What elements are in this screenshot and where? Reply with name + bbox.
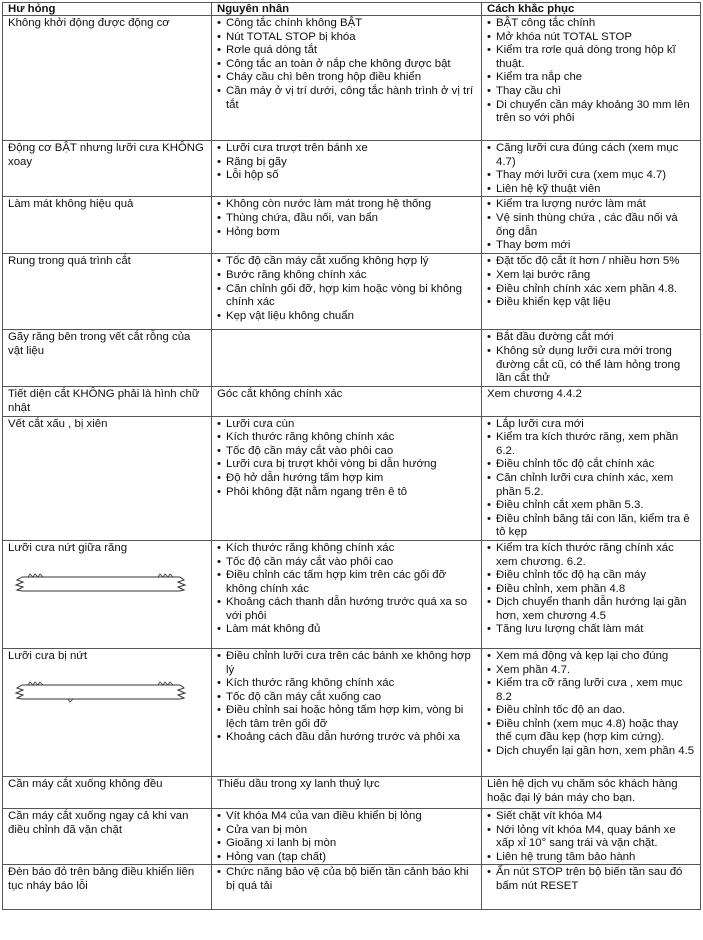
remedy-item: • Kiểm tra kích thước răng, xem phần 6.2.: [487, 431, 695, 458]
remedy-item: • Mở khóa nút TOTAL STOP: [487, 31, 695, 45]
cause-list: [217, 418, 476, 500]
remedy-item: • Nới lỏng vít khóa M4, quay bánh xe xấp xỉ 10° sang trái và vặn chặt.: [487, 824, 695, 851]
fault-text: Làm mát không hiệu quả: [8, 198, 134, 211]
cause-item: • Gioăng xi lanh bị mòn: [217, 837, 476, 851]
header-remedy: Cách khắc phục: [482, 3, 701, 16]
cause-item: • Cần máy ở vị trí dưới, công tắc hành trình ở vị trí tắt: [217, 85, 476, 112]
cause-cell: [212, 540, 482, 648]
fault-cell: [3, 776, 212, 808]
cause-list: [217, 810, 476, 864]
remedy-list: [487, 142, 695, 196]
cause-cell: [212, 330, 482, 387]
cause-item: • Hỏng bơm: [217, 226, 476, 240]
table-row: [3, 808, 701, 864]
remedy-item: • Căng lưỡi cưa đúng cách (xem mục 4.7): [487, 142, 695, 169]
fault-cell: [3, 16, 212, 141]
cause-item: • Điều chỉnh lưỡi cưa trên các bánh xe không hợp lý: [217, 650, 476, 677]
header-cause: Nguyên nhân: [212, 3, 482, 16]
remedy-item: • Liên hệ kỹ thuật viên: [487, 183, 695, 197]
troubleshooting-table: [2, 2, 701, 910]
cause-cell: [212, 648, 482, 776]
remedy-cell: [482, 540, 701, 648]
remedy-item: • Điều khiển kẹp vật liệu: [487, 296, 695, 310]
remedy-cell: [482, 865, 701, 910]
cause-item: • Lưỡi cưa trượt trên bánh xe: [217, 142, 476, 156]
cause-item: • Thùng chứa, đầu nối, van bẩn: [217, 212, 476, 226]
remedy-item: • Thay bơm mới: [487, 239, 695, 253]
fault-cell: [3, 416, 212, 540]
cause-cell: [212, 416, 482, 540]
remedy-item: • Thay mới lưỡi cưa (xem mục 4.7): [487, 169, 695, 183]
fault-text: Lưỡi cưa nứt giữa răng: [8, 541, 128, 554]
fault-cell: [3, 648, 212, 776]
remedy-item: • BẬT công tắc chính: [487, 17, 695, 31]
cause-item: • Công tắc chính không BẬT: [217, 17, 476, 31]
cause-item: • Độ hở dẫn hướng tấm hợp kim: [217, 472, 476, 486]
cause-cell: [212, 865, 482, 910]
remedy-item: • Ấn nút STOP trên bộ biến tần sau đó bấm nút RESET: [487, 866, 695, 893]
table-row: [3, 330, 701, 387]
remedy-item: • Dịch chuyển thanh dẫn hướng lại gần hơn, xem chương 4.5: [487, 596, 695, 623]
remedy-list: [487, 198, 695, 252]
fault-cell: [3, 141, 212, 197]
cracked-blade-icon: [8, 679, 206, 705]
remedy-cell: [482, 330, 701, 387]
remedy-cell: [482, 776, 701, 808]
remedy-item: • Vệ sinh thùng chứa , các đầu nối và ống dẫn: [487, 212, 695, 239]
remedy-item: • Điều chỉnh (xem mục 4.8) hoặc thay thế cụm đầu kẹp (hợp kim cứng).: [487, 718, 695, 745]
cause-item: • Kẹp vật liệu không chuẩn: [217, 310, 476, 324]
remedy-item: • Siết chặt vít khóa M4: [487, 810, 695, 824]
fault-text: Rung trong quá trình cắt: [8, 255, 131, 268]
cause-list: [217, 542, 476, 637]
fault-text: Đèn báo đỏ trên bảng điều khiển liên tục nháy báo lỗi: [8, 866, 195, 892]
fault-cell: [3, 808, 212, 864]
remedy-item: • Kiểm tra cỡ răng lưỡi cưa , xem mục 8.2: [487, 677, 695, 704]
cause-item: • Khoảng cách đầu dẫn hướng trước và phôi xa: [217, 731, 476, 745]
table-row: [3, 776, 701, 808]
cause-item: • Công tắc an toàn ở nắp che không được bật: [217, 58, 476, 72]
cause-item: • Vít khóa M4 của van điều khiển bị lỏng: [217, 810, 476, 824]
remedy-item: • Điều chỉnh chính xác xem phần 4.8.: [487, 283, 695, 297]
cause-item: • Lưỡi cưa bị trượt khỏi vòng bi dẫn hướng: [217, 458, 476, 472]
header-fault: Hư hỏng: [3, 3, 212, 16]
fault-cell: [3, 330, 212, 387]
remedy-item: • Đặt tốc độ cắt ít hơn / nhiều hơn 5%: [487, 255, 695, 269]
table-row: [3, 387, 701, 416]
cause-list: [217, 142, 476, 183]
cause-text: Thiếu dầu trong xy lanh thuỷ lực: [217, 777, 380, 790]
remedy-list: [487, 810, 695, 864]
remedy-item: • Kiểm tra nắp che: [487, 71, 695, 85]
cause-item: • Cháy cầu chì bên trong hộp điều khiển: [217, 71, 476, 85]
remedy-cell: [482, 808, 701, 864]
fault-text: Cần máy cắt xuống ngay cả khi van điều chỉnh đã vặn chặt: [8, 809, 189, 836]
remedy-item: • Không sử dụng lưỡi cưa mới trong đường cắt cũ, có thể làm hỏng trong lần cắt thử: [487, 345, 695, 386]
cause-item: • Kích thước răng không chính xác: [217, 542, 476, 556]
remedy-cell: [482, 16, 701, 141]
remedy-list: [487, 418, 695, 540]
cause-list: [217, 198, 476, 239]
table-row: [3, 540, 701, 648]
header-row: [3, 3, 701, 16]
cause-cell: [212, 776, 482, 808]
remedy-item: • Xem má động và kẹp lại cho đúng: [487, 650, 695, 664]
remedy-cell: [482, 141, 701, 197]
remedy-item: • Điều chỉnh, xem phần 4.8: [487, 583, 695, 597]
cause-item: • Phôi không đặt nằm ngang trên ê tô: [217, 486, 476, 500]
table-row: [3, 141, 701, 197]
cause-list: [217, 866, 476, 893]
cause-item: • Rơle quá dòng tắt: [217, 44, 476, 58]
fault-text: Cần máy cắt xuống không đều: [8, 777, 163, 790]
cause-item: • Kích thước răng không chính xác: [217, 677, 476, 691]
cause-cell: [212, 197, 482, 254]
cause-item: • Răng bị gãy: [217, 156, 476, 170]
fault-text: Vết cắt xấu , bị xiên: [8, 417, 108, 430]
fault-cell: [3, 254, 212, 330]
cause-item: • Làm mát không đủ: [217, 623, 476, 637]
remedy-item: • Bắt đầu đường cắt mới: [487, 331, 695, 345]
cause-item: • Kích thước răng không chính xác: [217, 431, 476, 445]
fault-cell: [3, 197, 212, 254]
remedy-item: • Kiểm tra kích thước răng chính xác xem chương. 6.2.: [487, 542, 695, 569]
cause-text: Góc cắt không chính xác: [217, 388, 343, 401]
table-row: [3, 416, 701, 540]
table-row: [3, 254, 701, 330]
fault-cell: [3, 540, 212, 648]
remedy-item: • Kiểm tra lượng nước làm mát: [487, 198, 695, 212]
remedy-item: • Lắp lưỡi cưa mới: [487, 418, 695, 432]
remedy-item: • Điều chỉnh tốc độ an dao.: [487, 704, 695, 718]
cause-list: [217, 17, 476, 112]
remedy-cell: [482, 197, 701, 254]
fault-cell: [3, 865, 212, 910]
remedy-item: • Kiểm tra rơle quá dòng trong hộp kĩ thuật.: [487, 44, 695, 71]
remedy-item: • Dịch chuyển lại gần hơn, xem phần 4.5: [487, 745, 695, 759]
remedy-list: [487, 255, 695, 309]
cause-cell: [212, 141, 482, 197]
cause-cell: [212, 387, 482, 416]
fault-text: Tiết diện cắt KHÔNG phải là hình chữ nhật: [8, 388, 200, 414]
remedy-cell: [482, 416, 701, 540]
remedy-list: [487, 650, 695, 759]
table-row: [3, 648, 701, 776]
table-row: [3, 16, 701, 141]
remedy-item: • Xem lại bước răng: [487, 269, 695, 283]
cause-item: • Lỗi hộp số: [217, 169, 476, 183]
remedy-item: • Điều chỉnh cắt xem phần 5.3.: [487, 499, 695, 513]
remedy-item: • Thay cầu chì: [487, 85, 695, 99]
remedy-item: • Xem phần 4.7.: [487, 664, 695, 678]
cause-item: • Nút TOTAL STOP bị khóa: [217, 31, 476, 45]
cause-item: • Điều chỉnh sai hoặc hỏng tấm hợp kim, vòng bi lệch tâm trên gối đỡ: [217, 704, 476, 731]
cause-cell: [212, 808, 482, 864]
cause-list: [217, 255, 476, 323]
cause-cell: [212, 254, 482, 330]
remedy-item: • Điều chỉnh băng tải con lăn, kiểm tra ê tô kẹp: [487, 513, 695, 540]
cause-item: • Hỏng van (tạp chất): [217, 851, 476, 865]
cause-cell: [212, 16, 482, 141]
remedy-cell: [482, 254, 701, 330]
remedy-list: [487, 542, 695, 637]
cause-item: • Cửa van bị mòn: [217, 824, 476, 838]
table-body: [3, 16, 701, 910]
remedy-item: • Điều chỉnh tốc độ cắt chính xác: [487, 458, 695, 472]
cause-item: • Điều chỉnh các tấm hợp kim trên các gối đỡ không chính xác: [217, 569, 476, 596]
remedy-list: [487, 866, 695, 893]
cause-item: • Tốc độ cần máy cắt vào phôi cao: [217, 556, 476, 570]
remedy-list: [487, 331, 695, 385]
fault-text: Gãy răng bên trong vết cắt rỗng của vật liệu: [8, 331, 191, 357]
fault-text: Lưỡi cưa bị nứt: [8, 649, 88, 662]
remedy-item: • Căn chỉnh lưỡi cưa chính xác, xem phần 5.2.: [487, 472, 695, 499]
cracked-between-teeth-blade-icon: [8, 571, 206, 597]
cause-item: • Tốc độ cần máy cắt xuống cao: [217, 691, 476, 705]
remedy-item: • Liên hệ trung tâm bảo hành: [487, 851, 695, 865]
remedy-item: • Điều chỉnh tốc độ hạ cần máy: [487, 569, 695, 583]
fault-text: Không khởi động được động cơ: [8, 17, 170, 29]
cause-list: [217, 650, 476, 745]
table-row: [3, 865, 701, 910]
cause-item: • Lưỡi cưa cùn: [217, 418, 476, 432]
remedy-text: Liên hệ dịch vụ chăm sóc khách hàng hoặc đại lý bán máy cho bạn.: [487, 777, 678, 804]
remedy-cell: [482, 648, 701, 776]
cause-item: • Tốc độ cần máy cắt vào phôi cao: [217, 445, 476, 459]
cause-item: • Căn chỉnh gối đỡ, hợp kim hoặc vòng bi không chính xác: [217, 283, 476, 310]
table-row: [3, 197, 701, 254]
remedy-item: • Di chuyển cần máy khoảng 30 mm lên trên so với phôi: [487, 99, 695, 126]
fault-cell: [3, 387, 212, 416]
remedy-cell: [482, 387, 701, 416]
fault-text: Động cơ BẬT nhưng lưỡi cưa KHÔNG xoay: [8, 142, 204, 168]
cause-item: • Bước răng không chính xác: [217, 269, 476, 283]
cause-item: • Chức năng bảo vệ của bộ biến tần cảnh báo khi bị quá tải: [217, 866, 476, 893]
cause-item: • Khoảng cách thanh dẫn hướng trước quá xa so với phôi: [217, 596, 476, 623]
remedy-text: Xem chương 4.4.2: [487, 388, 582, 401]
remedy-item: • Tăng lưu lượng chất làm mát: [487, 623, 695, 637]
cause-item: • Tốc độ cần máy cắt xuống không hợp lý: [217, 255, 476, 269]
cause-item: • Không còn nước làm mát trong hệ thống: [217, 198, 476, 212]
remedy-list: [487, 17, 695, 126]
